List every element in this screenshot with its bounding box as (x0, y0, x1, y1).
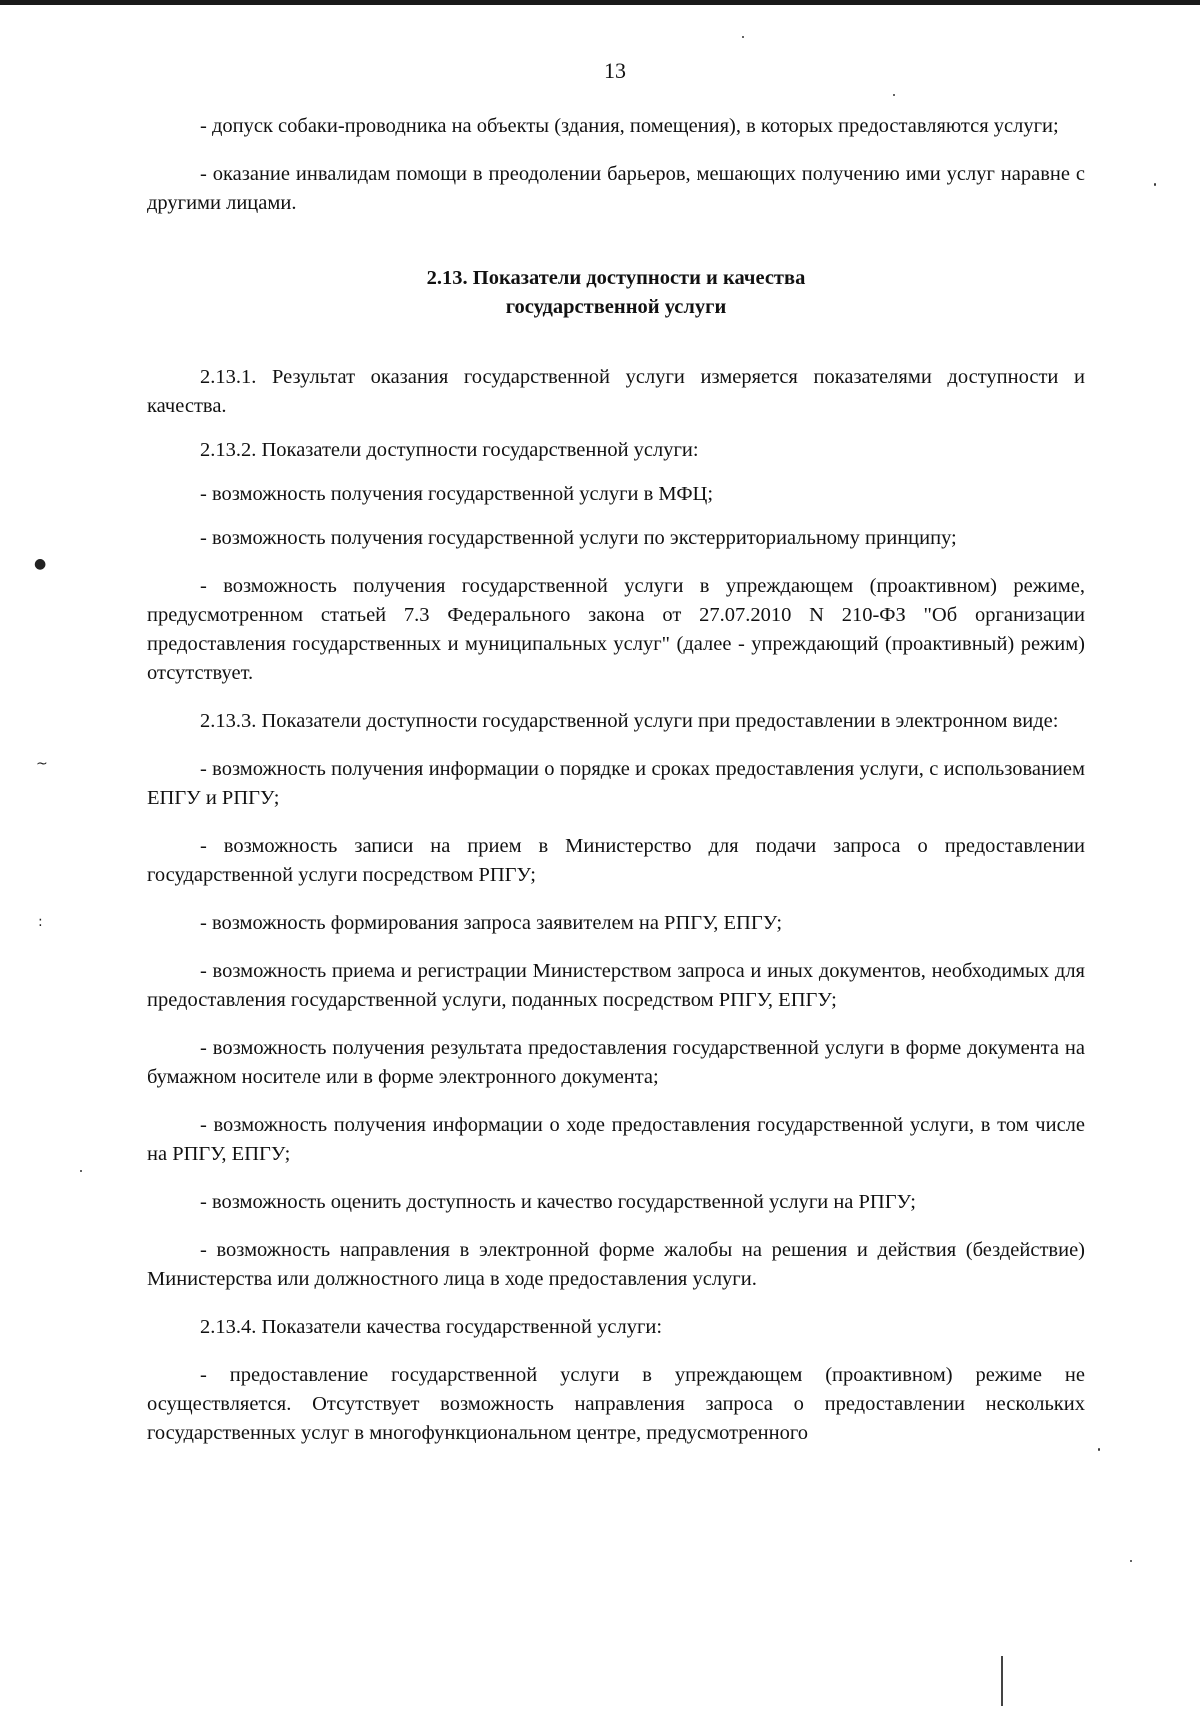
section-heading-line-1: 2.13. Показатели доступности и качества (426, 267, 806, 289)
section-heading (147, 264, 1085, 322)
list-item-complaint: - возможность направления в электронной форме жалобы на решения и действия (бездействие) Министерства или должностного лица в ходе предоставления услуги. (147, 1239, 1085, 1290)
list-item-progress-info: - возможность получения информации о ходе предоставления государственной услуги, в том числе на РПГУ, ЕПГУ; (147, 1114, 1085, 1165)
list-item-appointment: - возможность записи на прием в Министерство для подачи запроса о предоставлении государственной услуги посредством РПГУ; (147, 835, 1085, 886)
scan-speck (742, 36, 744, 38)
scan-speck (1154, 183, 1156, 186)
section-heading-line-2: государственной услуги (505, 296, 727, 318)
paragraph-2-13-4: 2.13.4. Показатели качества государственной услуги: (200, 1316, 663, 1338)
scan-speck (80, 1170, 82, 1172)
paragraph-2-13-2: 2.13.2. Показатели доступности государственной услуги: (200, 439, 699, 461)
list-item-request-registration: - возможность приема и регистрации Министерством запроса и иных документов, необходимых для предоставления государственной услуги, поданных посредством РПГУ, ЕПГУ; (147, 960, 1085, 1011)
document-body (147, 112, 1085, 1467)
scan-mark: ~ (36, 756, 48, 772)
list-item-info-epgu-rpgu: - возможность получения информации о порядке и сроках предоставления услуги, с использованием ЕПГУ и РПГУ; (147, 758, 1085, 809)
list-item-proactive-mode: - возможность получения государственной услуги в упреждающем (проактивном) режиме, предусмотренном статьей 7.3 Федерального закона от 27.07.2010 N 210-ФЗ "Об организации предоставления государственных и муниципальных услуг" (далее - упреждающий (проактивный) режим) отсутствует. (147, 575, 1085, 684)
scan-edge-line (1001, 1656, 1003, 1706)
scan-speck (893, 94, 895, 96)
scan-speck (1098, 1448, 1100, 1451)
list-item-proactive-not-provided: - предоставление государственной услуги в упреждающем (проактивном) режиме не осуществляется. Отсутствует возможность направления запроса о предоставлении нескольких государственных услуг в многофункциональном центре, предусмотренного (147, 1364, 1085, 1444)
page-number: 13 (604, 58, 626, 83)
scan-speck (1130, 1560, 1132, 1562)
list-item-result-form: - возможность получения результата предоставления государственной услуги в форме документа на бумажном носителе или в форме электронного документа; (147, 1037, 1085, 1088)
paragraph-guide-dog: - допуск собаки-проводника на объекты (здания, помещения), в которых предоставляются услуги; (200, 115, 1059, 137)
paragraph-disabled-assistance: - оказание инвалидам помощи в преодолении барьеров, мешающих получению ими услуг наравне с другими лицами. (147, 163, 1085, 214)
list-item-extraterritorial: - возможность получения государственной услуги по экстерриториальному принципу; (200, 527, 957, 549)
paragraph-2-13-3: 2.13.3. Показатели доступности государственной услуги при предоставлении в электронном виде: (200, 710, 1059, 732)
top-border-line (0, 0, 1200, 5)
list-item-quality-rating: - возможность оценить доступность и качество государственной услуги на РПГУ; (200, 1191, 916, 1213)
scan-mark: ● (34, 556, 47, 572)
scan-mark: : (38, 914, 43, 930)
list-item-request-forming: - возможность формирования запроса заявителем на РПГУ, ЕПГУ; (200, 912, 783, 934)
paragraph-2-13-1: 2.13.1. Результат оказания государственной услуги измеряется показателями доступности и качества. (147, 366, 1085, 417)
list-item-mfc: - возможность получения государственной услуги в МФЦ; (200, 483, 714, 505)
